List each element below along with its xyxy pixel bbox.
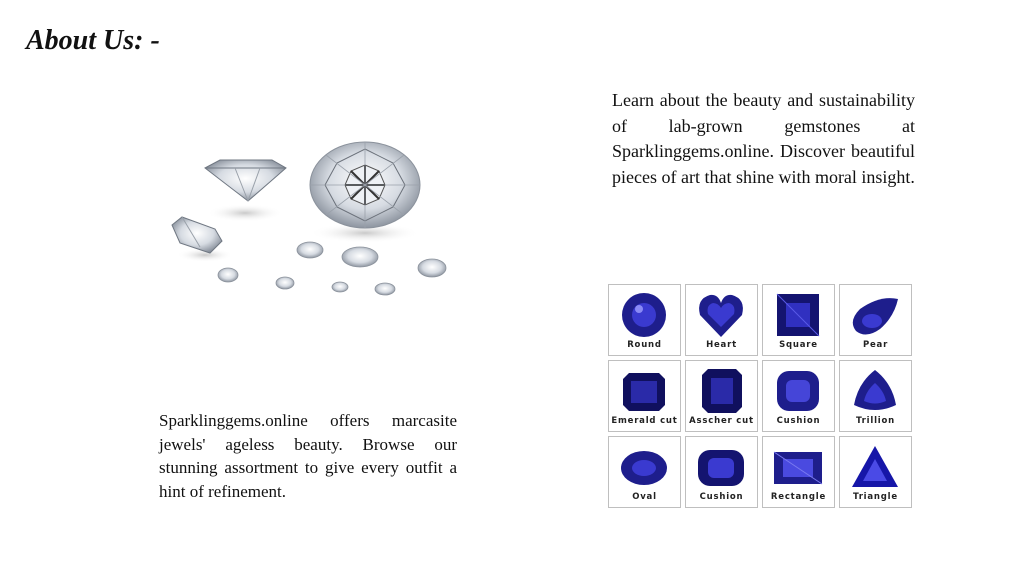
gem-shape-label: Asscher cut (689, 416, 754, 426)
gem-shape-label: Cushion (699, 492, 744, 502)
gem-shape-label: Trillion (855, 416, 895, 426)
gem-shape-label: Rectangle (770, 492, 827, 502)
gem-shape-card (839, 360, 912, 432)
lab-grown-intro-text: Learn about the beauty and sustainability of lab-grown gemstones at Sparklinggems.online. Discover beautiful pieces of art that shine with moral insight. (612, 90, 915, 187)
gem-shape-card (839, 284, 912, 356)
gem-shape-label: Oval (632, 492, 657, 502)
small-diamonds-icon (218, 242, 446, 295)
gem-shape-card (685, 284, 758, 356)
marcasite-text: Sparklinggems.online offers marcasite jewels' ageless beauty. Browse our stunning assortment to give every outfit a hint of refinement. (159, 411, 457, 501)
page-title: About Us: - (26, 25, 160, 56)
gem-shape-card (608, 360, 681, 432)
gem-shape-card (839, 436, 912, 508)
gem-shape-label: Pear (862, 340, 889, 350)
gem-shape-card (685, 360, 758, 432)
gem-shape-card (762, 284, 835, 356)
gem-shape-label: Heart (706, 340, 737, 350)
diamonds-image (160, 135, 460, 310)
large-diamond-icon (310, 142, 420, 228)
gem-shape-label: Triangle (853, 492, 898, 502)
gem-shape-label: Round (627, 340, 662, 350)
gem-shape-label: Cushion (776, 416, 821, 426)
gem-shape-card (685, 436, 758, 508)
gem-shape-card (608, 284, 681, 356)
gem-shape-card (762, 360, 835, 432)
gem-shape-label: Square (779, 340, 818, 350)
gem-shape-label: Emerald cut (611, 416, 678, 426)
gem-shapes-grid (608, 284, 916, 514)
gem-shape-card (762, 436, 835, 508)
small-side-diamond-icon (172, 217, 222, 253)
side-diamond-icon (205, 160, 286, 201)
gem-shape-card (608, 436, 681, 508)
